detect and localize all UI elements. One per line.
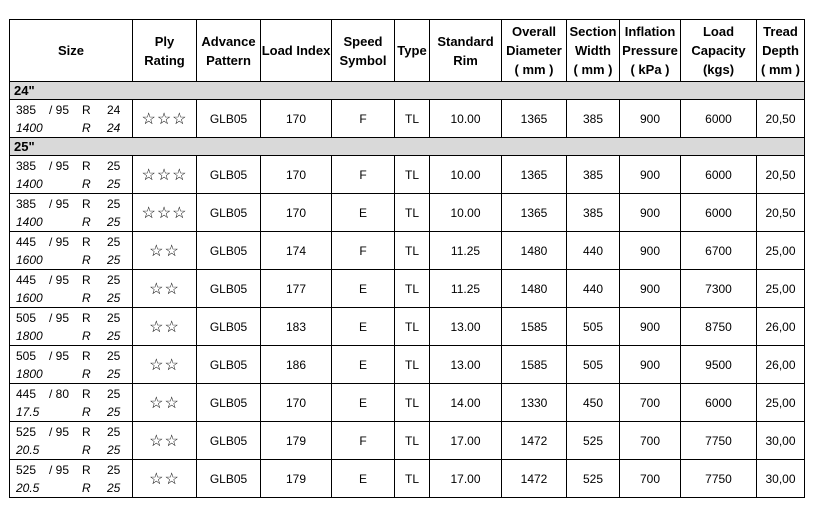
type-cell: TL [395,460,430,498]
header-section-width: Section Width ( mm ) [567,20,620,82]
size-top-part: R [82,159,91,173]
size-cell [10,384,133,422]
header-type: Type [395,20,430,82]
type-cell: TL [395,270,430,308]
table-row [10,194,805,232]
tread-depth-cell: 25,00 [757,270,805,308]
width-cell: 505 [567,308,620,346]
rim-size-group-label: 25" [10,138,805,156]
size-bottom-part: 1400 [16,121,43,135]
size-cell [10,270,133,308]
diameter-cell: 1365 [502,100,567,138]
ply-rating-cell: ☆☆ [133,384,197,422]
size-bottom-part: R [82,367,91,381]
header-load-capacity: Load Capacity (kgs) [681,20,757,82]
pressure-cell: 900 [620,346,681,384]
width-cell: 525 [567,460,620,498]
tread-depth-cell: 30,00 [757,422,805,460]
tread-depth-cell: 20,50 [757,156,805,194]
size-bottom-part: 1600 [16,253,43,267]
header-standard-rim: Standard Rim [430,20,502,82]
size-bottom-part: R [82,291,91,305]
size-top-part: R [82,349,91,363]
table-row [10,156,805,194]
diameter-cell: 1365 [502,156,567,194]
size-top-part: / 95 [49,235,70,249]
size-top-part: / 80 [49,387,70,401]
speed-symbol-cell: F [332,422,395,460]
speed-symbol-cell: E [332,460,395,498]
size-bottom-part: 25 [107,215,121,229]
size-bottom-part: R [82,253,91,267]
size-bottom-part: 25 [107,481,121,495]
rim-size-group-label: 24" [10,82,805,100]
size-bottom-part: 17.5 [16,405,40,419]
table-row [10,460,805,498]
ply-rating-cell: ☆☆☆ [133,156,197,194]
load-index-cell: 179 [261,460,332,498]
pressure-cell: 900 [620,270,681,308]
table-row [10,100,805,138]
pattern-cell: GLB05 [197,422,261,460]
tire-spec-table [9,19,805,498]
capacity-cell: 8750 [681,308,757,346]
size-bottom-part: 1800 [16,329,43,343]
size-top-part: 445 [16,235,37,249]
tread-depth-cell: 26,00 [757,308,805,346]
size-top-part: / 95 [49,311,70,325]
load-index-cell: 170 [261,100,332,138]
pattern-cell: GLB05 [197,194,261,232]
rim-cell: 10.00 [430,100,502,138]
load-index-cell: 170 [261,156,332,194]
size-top-part: 25 [107,235,121,249]
size-top-part: R [82,197,91,211]
rim-cell: 17.00 [430,460,502,498]
pattern-cell: GLB05 [197,270,261,308]
speed-symbol-cell: E [332,194,395,232]
header-row [10,20,805,82]
size-top-part: R [82,273,91,287]
type-cell: TL [395,100,430,138]
size-cell [10,232,133,270]
load-index-cell: 177 [261,270,332,308]
ply-rating-cell: ☆☆ [133,270,197,308]
size-top-part: R [82,425,91,439]
header-inflation-pressure: Inflation Pressure ( kPa ) [620,20,681,82]
tread-depth-cell: 26,00 [757,346,805,384]
size-top-part: 445 [16,387,37,401]
pattern-cell: GLB05 [197,100,261,138]
capacity-cell: 6000 [681,194,757,232]
size-top-part: 505 [16,349,37,363]
size-top-part: 25 [107,349,121,363]
size-bottom-part: 1400 [16,177,43,191]
size-bottom-part: 24 [107,121,121,135]
size-bottom-part: 20.5 [16,481,40,495]
size-cell [10,422,133,460]
speed-symbol-cell: E [332,346,395,384]
size-top-part: 25 [107,311,121,325]
type-cell: TL [395,194,430,232]
ply-rating-cell: ☆☆ [133,232,197,270]
size-cell [10,460,133,498]
header-size: Size [10,20,133,82]
capacity-cell: 9500 [681,346,757,384]
header-ply-rating: Ply Rating [133,20,197,82]
capacity-cell: 7750 [681,422,757,460]
load-index-cell: 170 [261,384,332,422]
diameter-cell: 1480 [502,270,567,308]
rim-cell: 13.00 [430,308,502,346]
table-row [10,422,805,460]
size-bottom-part: R [82,215,91,229]
size-top-part: 25 [107,463,121,477]
capacity-cell: 7750 [681,460,757,498]
load-index-cell: 174 [261,232,332,270]
size-top-part: 385 [16,197,37,211]
size-top-part: / 95 [49,273,70,287]
size-cell [10,156,133,194]
size-bottom-part: 25 [107,329,121,343]
size-top-part: 505 [16,311,37,325]
capacity-cell: 6700 [681,232,757,270]
size-top-part: 24 [107,103,121,117]
size-top-part: / 95 [49,425,70,439]
load-index-cell: 170 [261,194,332,232]
size-bottom-part: R [82,121,91,135]
diameter-cell: 1365 [502,194,567,232]
size-cell [10,194,133,232]
size-top-part: / 95 [49,197,70,211]
width-cell: 440 [567,270,620,308]
type-cell: TL [395,308,430,346]
load-index-cell: 186 [261,346,332,384]
type-cell: TL [395,384,430,422]
pattern-cell: GLB05 [197,460,261,498]
header-speed-symbol: Speed Symbol [332,20,395,82]
rim-cell: 10.00 [430,156,502,194]
pressure-cell: 900 [620,194,681,232]
diameter-cell: 1585 [502,308,567,346]
pattern-cell: GLB05 [197,232,261,270]
pressure-cell: 700 [620,384,681,422]
rim-cell: 14.00 [430,384,502,422]
table-row [10,384,805,422]
width-cell: 385 [567,156,620,194]
size-cell [10,346,133,384]
size-bottom-part: R [82,443,91,457]
speed-symbol-cell: E [332,270,395,308]
ply-rating-cell: ☆☆ [133,346,197,384]
ply-rating-cell: ☆☆ [133,460,197,498]
tread-depth-cell: 20,50 [757,100,805,138]
size-top-part: R [82,463,91,477]
width-cell: 385 [567,194,620,232]
tread-depth-cell: 30,00 [757,460,805,498]
type-cell: TL [395,422,430,460]
width-cell: 450 [567,384,620,422]
size-bottom-part: 1800 [16,367,43,381]
ply-rating-cell: ☆☆ [133,422,197,460]
size-top-part: R [82,387,91,401]
diameter-cell: 1585 [502,346,567,384]
size-bottom-part: R [82,177,91,191]
width-cell: 385 [567,100,620,138]
header-advance-pattern: Advance Pattern [197,20,261,82]
type-cell: TL [395,232,430,270]
ply-rating-cell: ☆☆☆ [133,100,197,138]
size-top-part: / 95 [49,349,70,363]
size-top-part: 25 [107,159,121,173]
pressure-cell: 700 [620,422,681,460]
diameter-cell: 1330 [502,384,567,422]
size-top-part: 385 [16,159,37,173]
size-bottom-part: 25 [107,405,121,419]
size-top-part: R [82,103,91,117]
pressure-cell: 900 [620,100,681,138]
pattern-cell: GLB05 [197,346,261,384]
pressure-cell: 900 [620,156,681,194]
width-cell: 440 [567,232,620,270]
size-cell [10,100,133,138]
table-row [10,232,805,270]
load-index-cell: 179 [261,422,332,460]
speed-symbol-cell: F [332,100,395,138]
pressure-cell: 900 [620,308,681,346]
size-top-part: / 95 [49,463,70,477]
size-bottom-part: 20.5 [16,443,40,457]
rim-cell: 10.00 [430,194,502,232]
tread-depth-cell: 25,00 [757,384,805,422]
table-row [10,270,805,308]
group-header-row [10,138,805,156]
pattern-cell: GLB05 [197,384,261,422]
ply-rating-cell: ☆☆☆ [133,194,197,232]
capacity-cell: 7300 [681,270,757,308]
ply-rating-cell: ☆☆ [133,308,197,346]
pattern-cell: GLB05 [197,308,261,346]
speed-symbol-cell: F [332,232,395,270]
size-cell [10,308,133,346]
size-top-part: / 95 [49,159,70,173]
tread-depth-cell: 25,00 [757,232,805,270]
speed-symbol-cell: E [332,384,395,422]
width-cell: 525 [567,422,620,460]
table-row [10,308,805,346]
size-top-part: 525 [16,425,37,439]
size-top-part: 25 [107,425,121,439]
size-top-part: R [82,235,91,249]
size-top-part: / 95 [49,103,70,117]
pattern-cell: GLB05 [197,156,261,194]
capacity-cell: 6000 [681,384,757,422]
size-bottom-part: 1600 [16,291,43,305]
speed-symbol-cell: E [332,308,395,346]
size-bottom-part: 25 [107,291,121,305]
diameter-cell: 1472 [502,460,567,498]
size-bottom-part: R [82,405,91,419]
size-bottom-part: 25 [107,253,121,267]
type-cell: TL [395,156,430,194]
capacity-cell: 6000 [681,100,757,138]
speed-symbol-cell: F [332,156,395,194]
header-overall-diameter: Overall Diameter ( mm ) [502,20,567,82]
size-top-part: 25 [107,197,121,211]
size-bottom-part: 1400 [16,215,43,229]
rim-cell: 11.25 [430,232,502,270]
size-top-part: 25 [107,273,121,287]
group-header-row [10,82,805,100]
diameter-cell: 1472 [502,422,567,460]
rim-cell: 17.00 [430,422,502,460]
rim-cell: 11.25 [430,270,502,308]
size-bottom-part: 25 [107,367,121,381]
load-index-cell: 183 [261,308,332,346]
header-tread-depth: Tread Depth ( mm ) [757,20,805,82]
size-bottom-part: 25 [107,443,121,457]
size-top-part: 445 [16,273,37,287]
capacity-cell: 6000 [681,156,757,194]
pressure-cell: 700 [620,460,681,498]
size-top-part: 385 [16,103,37,117]
tread-depth-cell: 20,50 [757,194,805,232]
table-row [10,346,805,384]
type-cell: TL [395,346,430,384]
pressure-cell: 900 [620,232,681,270]
size-top-part: 25 [107,387,121,401]
header-load-index: Load Index [261,20,332,82]
size-top-part: 525 [16,463,37,477]
diameter-cell: 1480 [502,232,567,270]
rim-cell: 13.00 [430,346,502,384]
size-bottom-part: 25 [107,177,121,191]
size-top-part: R [82,311,91,325]
size-bottom-part: R [82,481,91,495]
width-cell: 505 [567,346,620,384]
size-bottom-part: R [82,329,91,343]
